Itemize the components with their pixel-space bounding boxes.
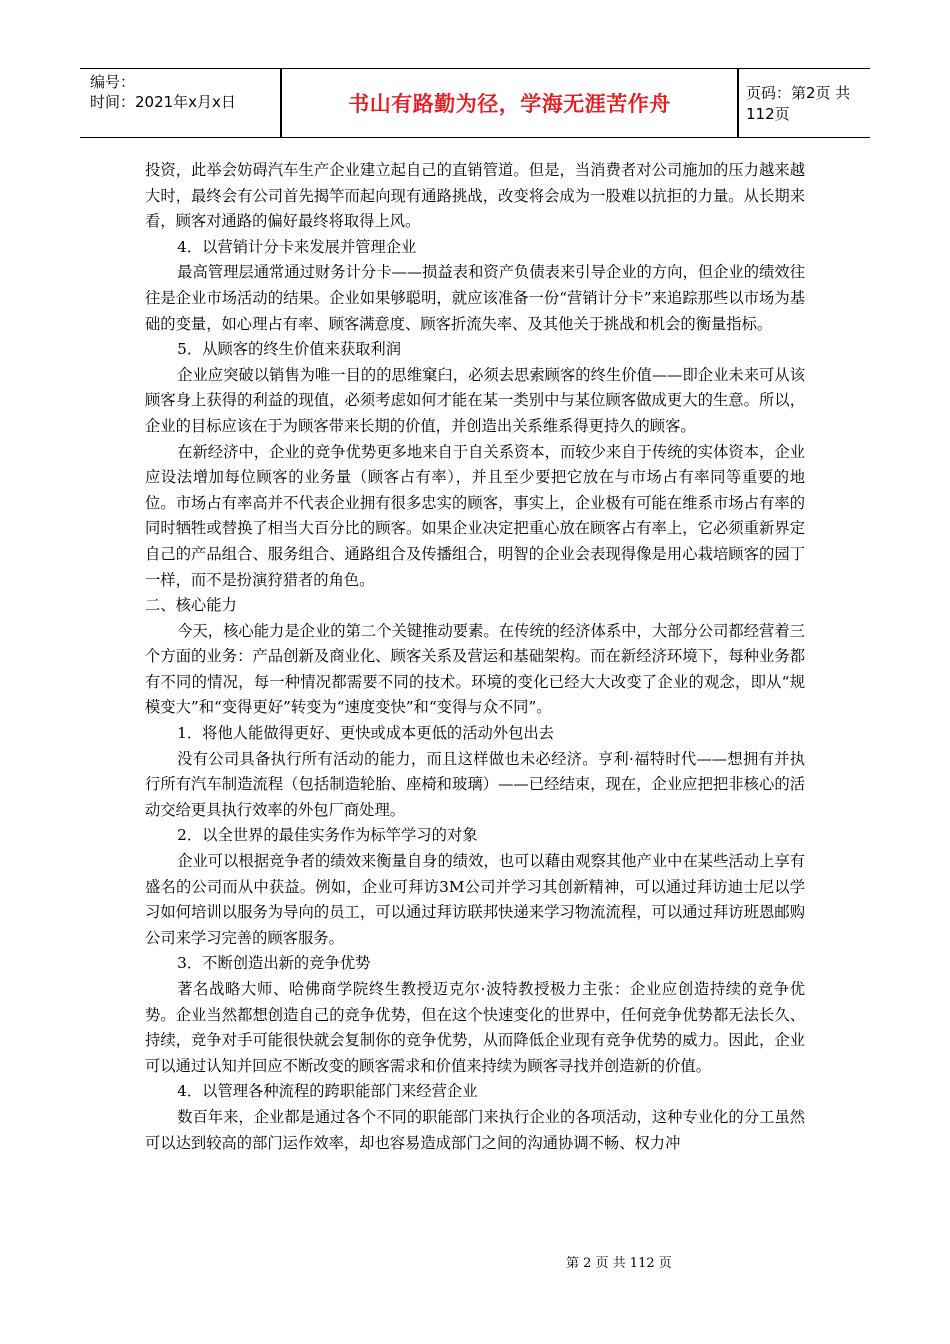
page-header — [80, 68, 870, 138]
paragraph: 企业可以根据竞争者的绩效来衡量自身的绩效，也可以藉由观察其他产业中在某些活动上享有盛名的公司而从中获益。例如，企业可拜访3M公司并学习其创新精神，可以通过拜访迪士尼以学习如何培训以服务为导向的员工，可以通过拜访联邦快递来学习物流流程，可以通过拜访班恩邮购公司来学习完善的顾客服务。 — [145, 852, 805, 947]
footer-page-number: 第 2 页 共 112 页 — [566, 1256, 672, 1271]
paragraph: 5．从顾客的终生价值来获取利润 — [177, 340, 402, 359]
paragraph: 在新经济中，企业的竞争优势更多地来自于自关系资本，而较少来自于传统的实体资本，企业应设法增加每位顾客的业务量（顾客占有率），并且至少要把它放在与市场占有率同等重要的地位。市场占有率高并不代表企业拥有很多忠实的顾客，事实上，企业极有可能在维系市场占有率的同时牺牲或替换了相当大百分比的顾客。如果企业决定把重心放在顾客占有率上，它必须重新界定自己的产品组合、服务组合、通路组合及传播组合，明智的企业会表现得像是用心栽培顾客的园丁一样，而不是扮演狩猎者的角色。 — [145, 442, 805, 589]
document-time-label: 时间：2021年x月x日 — [90, 93, 236, 111]
paragraph: 没有公司具备执行所有活动的能力，而且这样做也未必经济。亨利·福特时代——想拥有并执行所有汽车制造流程（包括制造轮胎、座椅和玻璃）——已经结束，现在，企业应把把非核心的活动交给更具执行效率的外包厂商处理。 — [145, 749, 805, 819]
paragraph: 企业应突破以销售为唯一目的的思维窠臼，必须去思索顾客的终生价值——即企业未来可从该顾客身上获得的利益的现值，必须考虑如何才能在某一类别中与某位顾客做成更大的生意。所以，企业的目标应该在于为顾客带来长期的价值，并创造出关系维系得更持久的顾客。 — [145, 365, 805, 435]
paragraph: 1．将他人能做得更好、更快或成本更低的活动外包出去 — [177, 724, 554, 743]
document-number-label: 编号： — [90, 73, 136, 91]
paragraph: 最高管理层通常通过财务计分卡——损益表和资产负债表来引导企业的方向，但企业的绩效往往是企业市场活动的结果。企业如果够聪明，就应该准备一份“营销计分卡”来追踪那些以市场为基础的变量，如心理占有率、顾客满意度、顾客折流失率、及其他关于挑战和机会的衡量指标。 — [145, 263, 805, 333]
paragraph: 4．以营销计分卡来发展并管理企业 — [177, 237, 417, 256]
header-page-info: 页码：第2页 共112页 — [746, 84, 851, 123]
header-motto: 书山有路勤为径，学海无涯苦作舟 — [348, 92, 671, 116]
paragraph: 今天，核心能力是企业的第二个关键推动要素。在传统的经济体系中，大部分公司都经营着三个方面的业务：产品创新及商业化、顾客关系及营运和基础架构。而在新经济环境下，每种业务都有不同的情况，每一种情况都需要不同的技术。环境的变化已经大大改变了企业的观念，即从“规模变大”和“变得更好”转变为“速度变快”和“变得与众不同”。 — [145, 621, 805, 717]
paragraph: 3．不断创造出新的竞争优势 — [177, 954, 371, 973]
document-body — [145, 158, 805, 1156]
paragraph: 二、核心能力 — [145, 596, 237, 615]
header-meta — [80, 69, 280, 137]
paragraph: 2．以全世界的最佳实务作为标竿学习的对象 — [177, 826, 478, 845]
paragraph: 投资，此举会妨碍汽车生产企业建立起自己的直销管道。但是，当消费者对公司施加的压力越来越大时，最终会有公司首先揭竿而起向现有通路挑战，改变将会成为一股难以抗拒的力量。从长期来看，顾客对通路的偏好最终将取得上风。 — [145, 161, 805, 231]
paragraph: 数百年来，企业都是通过各个不同的职能部门来执行企业的各项活动，这种专业化的分工虽然可以达到较高的部门运作效率，却也容易造成部门之间的沟通协调不畅、权力冲 — [145, 1107, 805, 1152]
paragraph: 著名战略大师、哈佛商学院终生教授迈克尔·波特教授极力主张：企业应创造持续的竞争优势。企业当然都想创造自己的竞争优势，但在这个快速变化的世界中，任何竞争优势都无法长久、持续，竞争对手可能很快就会复制你的竞争优势，从而降低企业现有竞争优势的威力。因此，企业可以通过认知并回应不断改变的顾客需求和价值来持续为顾客寻找并创造新的价值。 — [145, 980, 805, 1075]
header-divider — [737, 69, 739, 137]
paragraph: 4．以管理各种流程的跨职能部门来经营企业 — [177, 1082, 478, 1101]
